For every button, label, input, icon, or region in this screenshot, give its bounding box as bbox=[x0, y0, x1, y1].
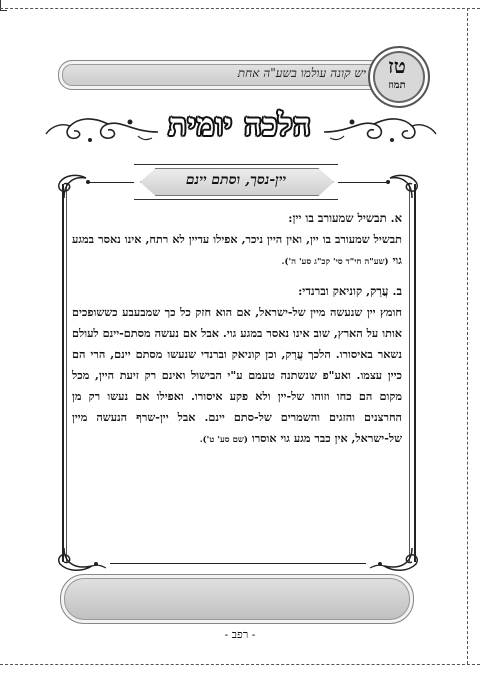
top-rule-right bbox=[338, 182, 388, 183]
topic-title: יין-נסך, וסתם יינם bbox=[185, 172, 287, 188]
source-reference: (שע"ה חי"ד סי' קכ"ג סע' ה'). bbox=[281, 257, 389, 267]
badge-day: טז bbox=[388, 54, 406, 78]
cut-line-bottom bbox=[0, 664, 480, 665]
section-text: חומץ יין שנעשה מיין של-ישראל, אם הוא חזק כל כך שמבעבע כששופכים אותו על הארץ, שוב אינו נאסר במגע גוי. אבל אם נעשה מסתם-יינם לעולם נשאר באיסורו. הלכך עֲרַק, וכן קוניאק וברנדי שנעשו מסתם יינם, הרי הם כיין עצמו. ואע"פ שנשתנה טעמם ע"י הבישול ואינם רק זיעת היין, מכל מקום הם כחו וזוהו של-יין ולא פקע איסורו. ואפילו אם נעשו רק מן החרצנים והזגים והשמרים של-סתם יינם. אבל יין-שרף הנעשה מיין של-ישראל, אין כבר מגע גוי אוסרו bbox=[72, 305, 402, 445]
page-number: - רפב - bbox=[224, 628, 256, 641]
section-2 bbox=[72, 281, 402, 451]
crop-mark bbox=[0, 0, 7, 11]
corner-ornament-bottom-left bbox=[52, 546, 108, 576]
corner-ornament-bottom-right bbox=[368, 546, 424, 576]
corner-ornament-top-left bbox=[52, 170, 92, 200]
section-heading: א. תבשיל שמעורב בו יין: bbox=[288, 211, 402, 225]
cut-line-right bbox=[467, 8, 468, 664]
header-subtitle: יש קונה עולמו בשע"ה אחת bbox=[237, 66, 366, 80]
page-title: הלכה יומית bbox=[168, 108, 312, 143]
badge-month: תמוז bbox=[388, 80, 406, 91]
halacha-body bbox=[72, 208, 402, 459]
cut-line-top bbox=[0, 8, 480, 9]
bottom-rule bbox=[110, 563, 366, 564]
corner-ornament-top-right bbox=[384, 170, 424, 200]
section-1 bbox=[72, 208, 402, 273]
footer-bar bbox=[60, 574, 414, 624]
source-reference: (שם סע' ט'). bbox=[199, 435, 248, 445]
section-heading: ב. עֲרַק, קוניאק וברנדי: bbox=[298, 284, 402, 298]
top-rule-left bbox=[86, 182, 134, 183]
section-text: תבשיל שמעורב בו יין, ואין היין ניכר, אפילו עדיין לא רתח, אינו נאסר במגע גוי bbox=[72, 232, 402, 267]
